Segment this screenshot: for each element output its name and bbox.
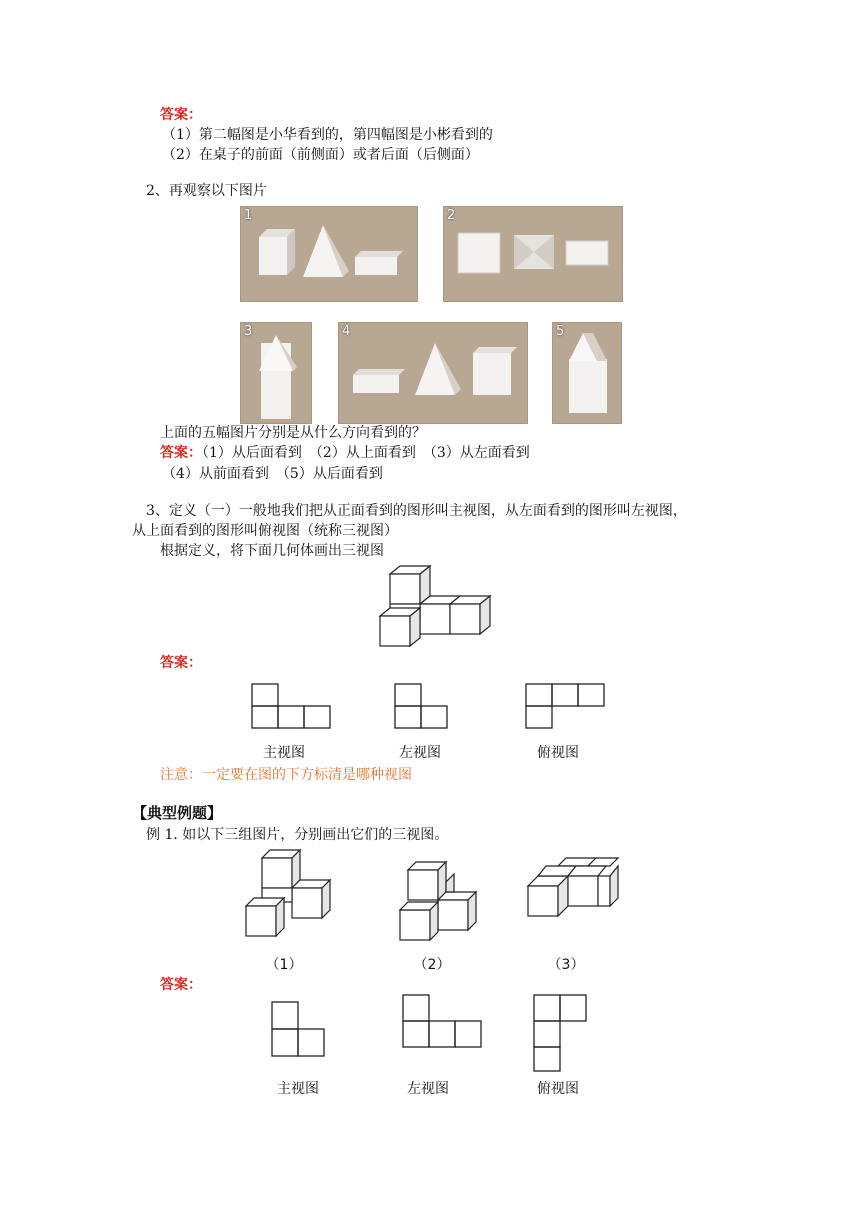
answer-label-3: 答案： xyxy=(160,655,202,671)
figure-label: （2） xyxy=(413,957,451,973)
photo-number: 2 xyxy=(447,208,456,223)
example-front-view-drawing xyxy=(272,1002,328,1060)
photo-number: 3 xyxy=(244,324,253,339)
top-view-drawing xyxy=(526,684,606,730)
definition-line: 3、定义（一）一般地我们把从正面看到的图形叫主视图，从左面看到的图形叫左视图， xyxy=(146,503,687,519)
example-figure-1 xyxy=(244,846,334,938)
photo-5 xyxy=(552,322,622,424)
section-heading-2: 2、再观察以下图片 xyxy=(146,183,267,199)
figure-label: （1） xyxy=(265,957,303,973)
figure-label: （3） xyxy=(547,957,585,973)
view-label: 主视图 xyxy=(263,745,305,761)
view-label: 俯视图 xyxy=(537,1081,579,1097)
photo-2 xyxy=(443,206,623,302)
solids-left-image xyxy=(241,323,311,423)
view-label: 左视图 xyxy=(407,1081,449,1097)
answer-line: （4）从前面看到 （5）从后面看到 xyxy=(162,466,383,482)
note: 注意：一定要在图的下方标清是哪种视图 xyxy=(160,767,412,783)
example-figure-2 xyxy=(398,858,480,942)
question: 上面的五幅图片分别是从什么方向看到的？ xyxy=(160,425,426,441)
answer-label-1: 答案： xyxy=(160,107,202,123)
view-label: 左视图 xyxy=(399,745,441,761)
example-top-view-drawing xyxy=(534,995,590,1073)
cube-assembly-figure xyxy=(370,562,500,648)
solids-front-image xyxy=(241,207,417,301)
photo-number: 1 xyxy=(244,208,253,223)
front-view-drawing xyxy=(252,684,332,730)
examples-heading: 【典型例题】 xyxy=(132,804,223,822)
photo-1 xyxy=(240,206,418,302)
solids-top-image xyxy=(444,207,622,301)
view-label: 俯视图 xyxy=(537,745,579,761)
photo-3 xyxy=(240,322,312,424)
answer-line: （2）在桌子的前面（前侧面）或者后面（后侧面） xyxy=(162,147,479,163)
example-figure-3 xyxy=(528,858,622,922)
photo-number: 4 xyxy=(342,324,351,339)
solids-back-image xyxy=(339,323,527,423)
instruction: 根据定义，将下面几何体画出三视图 xyxy=(160,543,384,559)
answer-text: （1）从后面看到 （2）从上面看到 （3）从左面看到 xyxy=(202,445,530,461)
photo-number: 5 xyxy=(556,324,565,339)
answer-row xyxy=(160,444,530,462)
example-1-text: 例 1. 如以下三组图片，分别画出它们的三视图。 xyxy=(146,827,449,843)
photo-4 xyxy=(338,322,528,424)
answer-label-2: 答案： xyxy=(160,445,202,461)
left-view-drawing xyxy=(395,684,451,730)
example-left-view-drawing xyxy=(403,995,485,1051)
answer-label-4: 答案： xyxy=(160,977,202,993)
solids-rear-image xyxy=(553,323,621,423)
definition-line: 从上面看到的图形叫俯视图（统称三视图） xyxy=(132,523,398,539)
view-label: 主视图 xyxy=(277,1081,319,1097)
answer-line: （1）第二幅图是小华看到的，第四幅图是小彬看到的 xyxy=(162,127,493,143)
